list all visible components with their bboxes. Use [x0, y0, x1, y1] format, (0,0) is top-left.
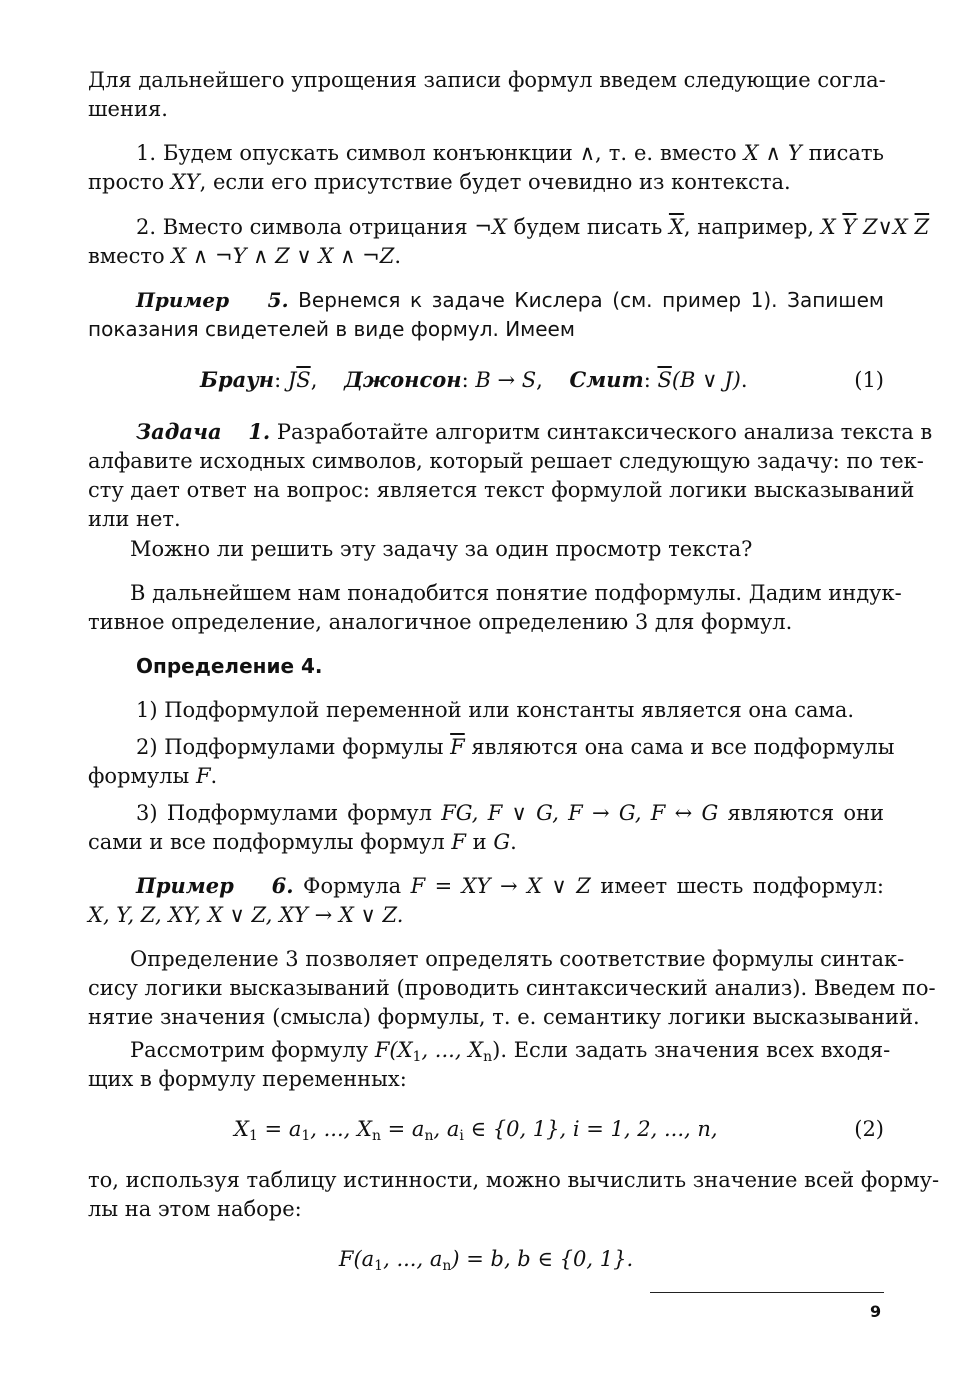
formula-1: Браун: $J\overline{S}$, Джонсон: B → S, Смит: $\overline{S}(B$ ∨ J). (1): [200, 367, 884, 392]
task-1-line-3: сту дает ответ на вопрос: является текст формулой логики высказываний: [88, 478, 915, 502]
intro-line-2: шения.: [88, 97, 168, 121]
task-1-question: Можно ли решить эту задачу за один просмотр текста?: [130, 537, 753, 561]
convention-1-line-2: просто XY, если его присутствие будет очевидно из контекста.: [88, 170, 791, 194]
after-eq2-line-1: то, используя таблицу истинности, можно вычислить значение всей форму-: [88, 1168, 940, 1192]
after-eq2-line-2: лы на этом наборе:: [88, 1197, 302, 1221]
semantics-line-3: нятие значения (смысла) формулы, т. е. семантику логики высказываний.: [88, 1005, 920, 1029]
example-5-line-2: показания свидетелей в виде формул. Имеем: [88, 317, 575, 341]
example-5-line-1: Пример 5. Вернемся к задаче Кислера (см. пример 1). Запишем: [136, 288, 884, 312]
example-6-line-1: Пример 6. Формула F = XY → X ∨ Z имеет шесть подформул:: [136, 873, 885, 898]
semantics-line-4: Рассмотрим формулу $F(X_1$, ..., $X_n$). Если задать значения всех входя-: [130, 1038, 891, 1065]
page-number: 9: [870, 1302, 882, 1321]
task-1-line-2: алфавите исходных символов, который решает следующую задачу: по тек-: [88, 449, 924, 473]
convention-1-line-1: 1. Будем опускать символ конъюнкции ∧, т. е. вместо X ∧ Y писать: [136, 141, 884, 165]
subformula-intro-line-2: тивное определение, аналогичное определению 3 для формул.: [88, 610, 793, 634]
definition-4-item-1: 1) Подформулой переменной или константы является она сама.: [136, 698, 855, 722]
convention-2-line-1: 2. Вместо символа отрицания ¬X будем писать $\overline{X}$, например, X $\overline{Y}$ Z∨X $\overline{Z}$: [136, 215, 930, 239]
footer-rule: [650, 1292, 884, 1293]
convention-2-line-2: вместо X ∧ ¬Y ∧ Z ∨ X ∧ ¬Z.: [88, 244, 402, 268]
semantics-line-2: сису логики высказываний (проводить синтаксический анализ). Введем по-: [88, 976, 936, 1000]
task-1-line-4: или нет.: [88, 507, 181, 531]
semantics-line-1: Определение 3 позволяет определять соответствие формулы синтак-: [130, 947, 905, 971]
formula-3: $F(a_1$, ..., $a_n) = b$, b ∈ {0, 1}.: [338, 1247, 634, 1274]
definition-4-item-2-line-2: формулы F.: [88, 764, 218, 788]
semantics-line-5: щих в формулу переменных:: [88, 1067, 407, 1091]
example-6-line-2: X, Y, Z, XY, X ∨ Z, XY → X ∨ Z.: [88, 903, 404, 927]
formula-2: $X_1 = a_1$, ..., $X_n = a_n$, $a_i$ ∈ {0, 1}, i = 1, 2, ..., n, (2): [234, 1117, 884, 1144]
equation-number-1: (1): [854, 368, 884, 392]
task-1-line-1: Задача 1. Разработайте алгоритм синтаксического анализа текста в: [136, 419, 933, 444]
definition-4-item-3-line-2: сами и все подформулы формул F и G.: [88, 830, 517, 854]
subformula-intro-line-1: В дальнейшем нам понадобится понятие подформулы. Дадим индук-: [130, 581, 902, 605]
definition-4-title: Определение 4.: [136, 654, 323, 678]
definition-4-item-2-line-1: 2) Подформулами формулы $\overline{F}$ являются она сама и все подформулы: [136, 735, 895, 759]
intro-line-1: Для дальнейшего упрощения записи формул введем следующие согла-: [88, 68, 886, 92]
definition-4-item-3-line-1: 3) Подформулами формул FG, F ∨ G, F → G, F ↔ G являются они: [136, 801, 884, 825]
equation-number-2: (2): [854, 1117, 884, 1141]
